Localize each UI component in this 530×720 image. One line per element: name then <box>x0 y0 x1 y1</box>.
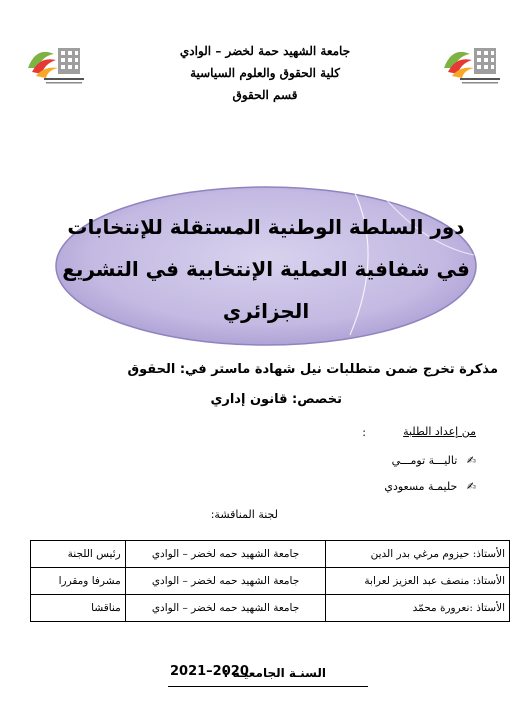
member-name: الأستاذ :نعرورة محمّد <box>326 595 510 622</box>
title-line-1: دور السلطة الوطنية المستقلة للإنتخابات <box>67 215 465 239</box>
member-role: مناقشا <box>31 595 126 622</box>
prepared-by-label: من إعداد الطلبة <box>403 425 476 438</box>
university-logo-left-icon <box>24 38 88 88</box>
committee-label: لجنة المناقشة: <box>210 508 278 521</box>
thesis-title <box>60 206 472 332</box>
member-name: الأستاذ: حيزوم مرغي بدر الدين <box>326 541 510 568</box>
department-name: قسم الحقوق <box>232 88 298 102</box>
prepared-by-colon: : <box>362 426 366 439</box>
title-line-3: الجزائري <box>222 299 310 323</box>
student-name: حليمـة مسعودي <box>384 480 458 493</box>
university-header <box>140 40 390 106</box>
member-university: جامعة الشهيد حمه لخضر – الوادي <box>125 568 326 595</box>
table-row <box>31 541 510 568</box>
member-role: رئيس اللجنة <box>31 541 126 568</box>
member-role: مشرفا ومقررا <box>31 568 126 595</box>
specialty: تخصص: قانون إداري <box>210 392 342 407</box>
academic-year-underline <box>168 686 368 687</box>
member-university: جامعة الشهيد حمه لخضر – الوادي <box>125 541 326 568</box>
pen-icon: ✍ <box>466 454 476 467</box>
student-row <box>392 454 476 467</box>
faculty-name: كلية الحقوق والعلوم السياسية <box>190 66 340 80</box>
academic-year: 2021–2020 <box>170 664 249 679</box>
title-line-2: في شفافية العملية الإنتخابية في التشريع <box>62 257 470 281</box>
thesis-type: مذكرة تخرج ضمن متطلبات نيل شهادة ماستر في: الحقوق <box>127 362 498 377</box>
committee-table <box>30 540 510 622</box>
table-row <box>31 595 510 622</box>
student-name: تاليـــة تومـــي <box>391 454 458 467</box>
member-university: جامعة الشهيد حمه لخضر – الوادي <box>125 595 326 622</box>
academic-year-label: السنـة الجامعيـة : <box>223 666 326 680</box>
table-row <box>31 568 510 595</box>
university-logo-right-icon <box>440 38 504 88</box>
member-name: الأستاذ: منصف عبد العزيز لعرابة <box>326 568 510 595</box>
student-row <box>384 480 476 493</box>
pen-icon: ✍ <box>466 480 476 493</box>
university-name: جامعة الشهيد حمة لخضر – الوادي <box>179 44 351 58</box>
